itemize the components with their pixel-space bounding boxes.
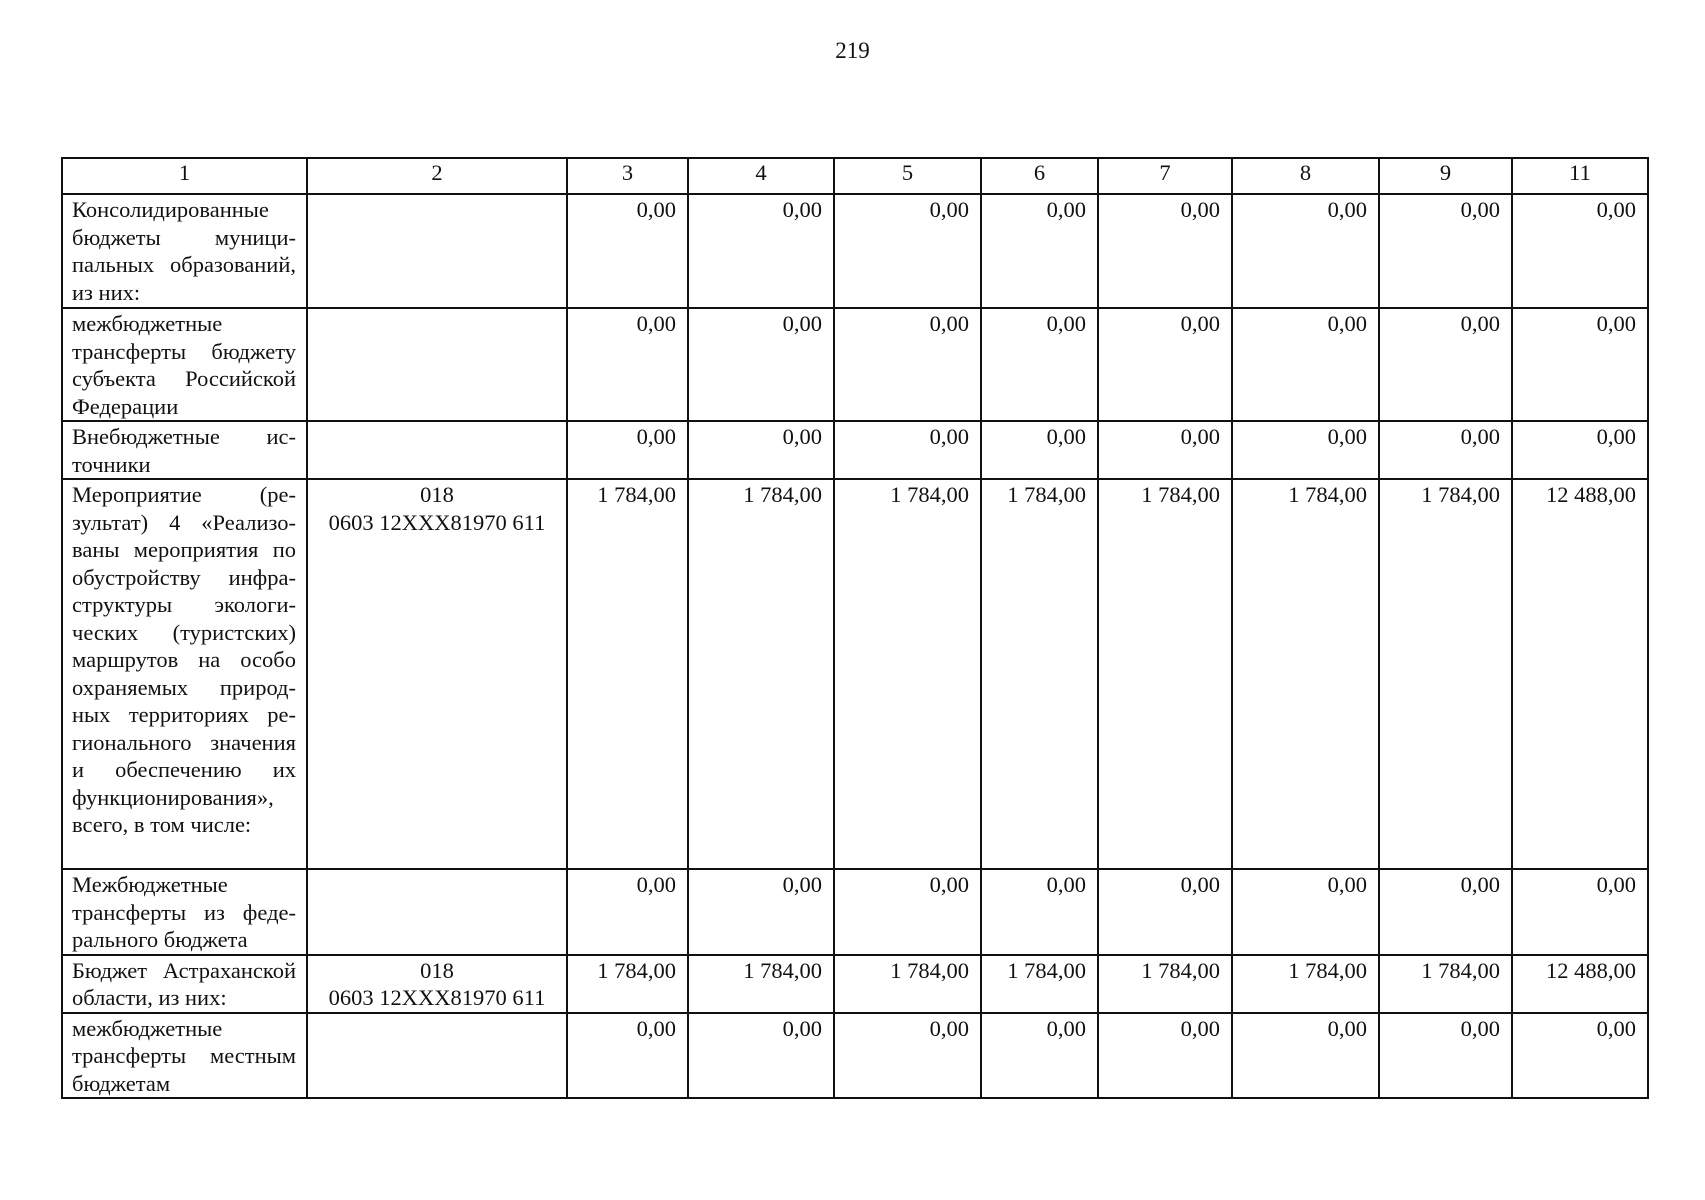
value-cell: 0,00 [1379, 308, 1512, 421]
value-cell: 0,00 [1232, 1013, 1379, 1099]
row-name-cell: межбюджетные трансферты местным бюджетам [62, 1013, 307, 1099]
value-cell: 0,00 [834, 421, 981, 479]
row-name-cell: Внебюджетные источники [62, 421, 307, 479]
value-cell: 0,00 [688, 869, 834, 955]
value-cell: 0,00 [1098, 194, 1232, 308]
column-header: 8 [1232, 158, 1379, 194]
table-row [62, 869, 1648, 955]
page-number: 219 [835, 38, 870, 63]
value-cell: 0,00 [981, 421, 1098, 479]
value-cell: 1 784,00 [1098, 479, 1232, 869]
value-cell: 0,00 [1379, 421, 1512, 479]
value-cell: 0,00 [567, 308, 688, 421]
budget-code-cell [307, 308, 567, 421]
row-name-cell: межбюджетные трансферты бюджету субъекта Российской Федерации [62, 308, 307, 421]
row-name-cell: Консолидированные бюджеты муниципальных образований, из них: [62, 194, 307, 308]
value-cell: 0,00 [981, 194, 1098, 308]
value-cell: 0,00 [567, 194, 688, 308]
value-cell: 1 784,00 [1098, 955, 1232, 1013]
table-row [62, 194, 1648, 308]
column-header: 2 [307, 158, 567, 194]
value-cell: 0,00 [567, 1013, 688, 1099]
code-classification: 0603 12ХХХ81970 611 [328, 985, 546, 1010]
budget-code-cell [307, 194, 567, 308]
value-cell: 1 784,00 [1232, 955, 1379, 1013]
table-row [62, 955, 1648, 1013]
value-cell: 1 784,00 [688, 479, 834, 869]
value-cell: 1 784,00 [567, 479, 688, 869]
total-cell: 0,00 [1512, 421, 1648, 479]
value-cell: 0,00 [1379, 1013, 1512, 1099]
column-header: 3 [567, 158, 688, 194]
value-cell: 0,00 [688, 308, 834, 421]
column-header: 11 [1512, 158, 1648, 194]
value-cell: 0,00 [834, 869, 981, 955]
value-cell: 1 784,00 [1379, 955, 1512, 1013]
total-cell: 0,00 [1512, 869, 1648, 955]
budget-code-cell [307, 955, 567, 1013]
table-row [62, 1013, 1648, 1099]
value-cell: 0,00 [834, 194, 981, 308]
value-cell: 1 784,00 [1379, 479, 1512, 869]
total-cell: 12 488,00 [1512, 955, 1648, 1013]
value-cell: 0,00 [1232, 869, 1379, 955]
value-cell: 0,00 [688, 421, 834, 479]
value-cell: 0,00 [981, 308, 1098, 421]
value-cell: 0,00 [834, 308, 981, 421]
value-cell: 1 784,00 [834, 479, 981, 869]
code-classification: 0603 12ХХХ81970 611 [328, 509, 546, 535]
budget-code-cell [307, 479, 567, 869]
header-row [62, 158, 1648, 194]
value-cell: 1 784,00 [688, 955, 834, 1013]
value-cell: 0,00 [567, 421, 688, 479]
code-ministry: 018 [420, 957, 454, 983]
budget-code-cell [307, 869, 567, 955]
value-cell: 1 784,00 [981, 479, 1098, 869]
column-header: 4 [688, 158, 834, 194]
table-row [62, 479, 1648, 869]
value-cell: 0,00 [1232, 308, 1379, 421]
value-cell: 0,00 [567, 869, 688, 955]
value-cell: 0,00 [1379, 869, 1512, 955]
column-header: 9 [1379, 158, 1512, 194]
budget-code-cell [307, 1013, 567, 1099]
column-header: 6 [981, 158, 1098, 194]
value-cell: 0,00 [1232, 194, 1379, 308]
total-cell: 0,00 [1512, 1013, 1648, 1099]
value-cell: 0,00 [688, 194, 834, 308]
value-cell: 0,00 [834, 1013, 981, 1099]
total-cell: 0,00 [1512, 308, 1648, 421]
total-cell: 0,00 [1512, 194, 1648, 308]
column-header: 7 [1098, 158, 1232, 194]
row-name-cell: Бюджет Астраханской области, из них: [62, 955, 307, 1013]
value-cell: 0,00 [1098, 1013, 1232, 1099]
value-cell: 0,00 [1379, 194, 1512, 308]
budget-code-cell [307, 421, 567, 479]
value-cell: 1 784,00 [981, 955, 1098, 1013]
total-cell: 12 488,00 [1512, 479, 1648, 869]
value-cell: 0,00 [1098, 308, 1232, 421]
column-header: 5 [834, 158, 981, 194]
column-header: 1 [62, 158, 307, 194]
value-cell: 1 784,00 [567, 955, 688, 1013]
value-cell: 0,00 [981, 869, 1098, 955]
code-ministry: 018 [420, 482, 454, 507]
row-name-cell: Межбюджетные трансферты из федерального бюджета [62, 869, 307, 955]
row-name-cell: Мероприятие (результат) 4 «Реализованы мероприятия по обустройству инфраструктуры экологических (туристских) маршрутов на особо охраняемых природных территориях регионального значения и обеспечению их функционирования», всего, в том числе: [62, 479, 307, 869]
value-cell: 0,00 [688, 1013, 834, 1099]
value-cell: 0,00 [1098, 421, 1232, 479]
value-cell: 0,00 [1232, 421, 1379, 479]
value-cell: 0,00 [981, 1013, 1098, 1099]
table-row [62, 421, 1648, 479]
value-cell: 1 784,00 [1232, 479, 1379, 869]
table-row [62, 308, 1648, 421]
value-cell: 1 784,00 [834, 955, 981, 1013]
value-cell: 0,00 [1098, 869, 1232, 955]
budget-table [61, 157, 1649, 1099]
